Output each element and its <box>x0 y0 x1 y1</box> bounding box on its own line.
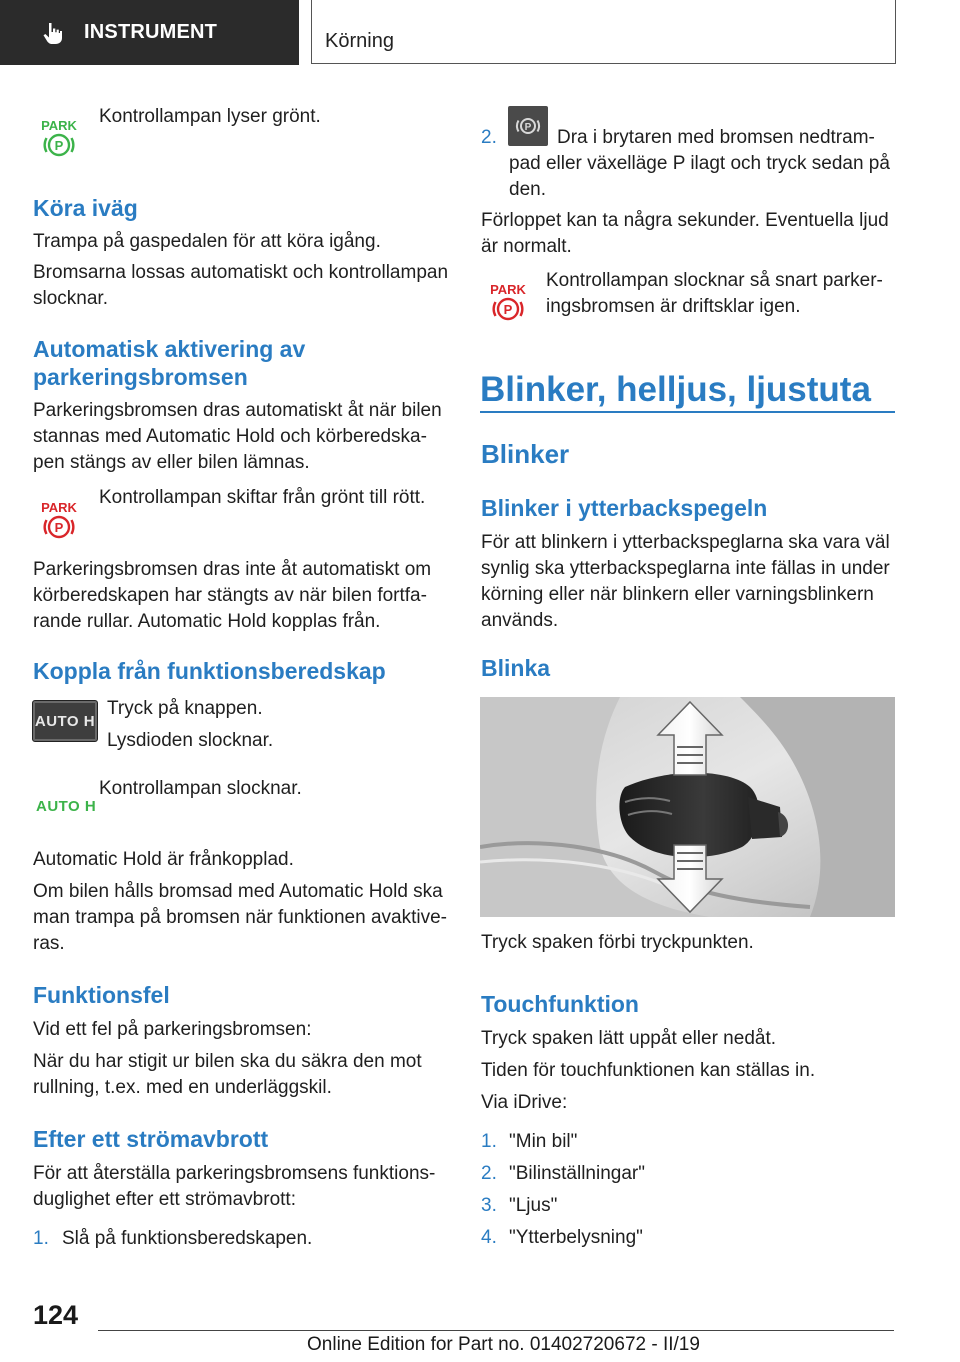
paragraph: rullning, t.ex. med en underläggskil. <box>33 1077 332 1098</box>
auto-hold-button-icon <box>32 700 98 742</box>
heading-touchfunktion: Touchfunktion <box>481 991 639 1017</box>
list-item: "Min bil" <box>509 1131 578 1152</box>
heading-blinka: Blinka <box>481 655 551 681</box>
paragraph: Kontrollampan slocknar. <box>99 778 302 799</box>
heading-efter-stromavbrott: Efter ett strömavbrott <box>33 1126 269 1152</box>
chapter-heading-blinker: Blinker, helljus, ljustuta <box>480 370 871 409</box>
parking-brake-switch-icon <box>508 106 548 146</box>
paragraph: Parkeringsbromsen dras inte åt automatiskt om <box>33 559 432 580</box>
hand-pointer-icon <box>40 20 66 46</box>
paragraph: rande rullar. Automatic Hold kopplas från. <box>33 611 381 632</box>
list-item: "Ljus" <box>509 1195 558 1216</box>
paragraph: man trampa på bromsen när funktionen avaktive- <box>33 907 447 928</box>
list-item: Slå på funktionsberedskapen. <box>62 1228 313 1249</box>
paragraph: För att blinkern i ytterbackspeglarna ska vara väl <box>481 532 890 553</box>
turn-signal-stalk-illustration <box>480 697 895 917</box>
paragraph: När du har stigit ur bilen ska du säkra den mot <box>33 1051 422 1072</box>
paragraph: Tryck på knappen. <box>107 698 263 719</box>
paragraph: slocknar. <box>33 288 108 309</box>
list-item: "Ytterbelysning" <box>509 1227 643 1248</box>
paragraph: Via iDrive: <box>481 1092 568 1113</box>
list-number: 3. <box>481 1195 497 1216</box>
lamp-green-text: Kontrollampan lyser grönt. <box>99 106 321 127</box>
list-number: 1. <box>33 1228 49 1249</box>
heading-blinker-ytterbackspegeln: Blinker i ytterbackspegeln <box>481 495 768 521</box>
figure-caption: Tryck spaken förbi tryckpunkten. <box>481 932 754 953</box>
park-brake-symbol-icon <box>513 112 543 140</box>
paragraph: Vid ett fel på parkeringsbromsen: <box>33 1019 312 1040</box>
paragraph: ras. <box>33 933 65 954</box>
list-item: Dra i brytaren med bromsen nedtram- <box>557 127 875 148</box>
park-brake-green-icon <box>37 114 81 160</box>
paragraph: Tiden för touchfunktionen kan ställas in. <box>481 1060 816 1081</box>
header-section-tab <box>0 0 299 65</box>
heading-funktionsfel: Funktionsfel <box>33 982 170 1008</box>
svg-text:P: P <box>54 520 64 535</box>
paragraph: stannas med Automatic Hold och körberedska- <box>33 426 427 447</box>
paragraph: Bromsarna lossas automatiskt och kontrollampan <box>33 262 449 283</box>
list-item: "Bilinställningar" <box>509 1163 645 1184</box>
svg-text:P: P <box>54 138 64 153</box>
footer-rule <box>98 1330 894 1331</box>
page-number: 124 <box>33 1300 79 1330</box>
header-chapter-box <box>311 0 896 64</box>
svg-text:P: P <box>503 302 513 317</box>
paragraph: används. <box>481 610 559 631</box>
paragraph: ingsbromsen är driftsklar igen. <box>546 296 801 317</box>
paragraph: Automatic Hold är frånkopplad. <box>33 849 294 870</box>
heading-blinker: Blinker <box>481 439 570 469</box>
auto-hold-button-label: AUTO H <box>34 712 96 730</box>
paragraph: Lysdioden slocknar. <box>107 730 274 751</box>
paragraph: Trampa på gaspedalen för att köra igång. <box>33 231 381 252</box>
paragraph: Tryck spaken lätt uppåt eller nedåt. <box>481 1028 777 1049</box>
park-icon-label: PARK <box>490 282 526 297</box>
heading-kora-ivag: Köra iväg <box>33 195 138 221</box>
paragraph: körning eller när blinkern eller varningsblinkern <box>481 584 874 605</box>
lamp-red-text: Kontrollampan skiftar från grönt till rött. <box>99 487 426 508</box>
paragraph: Förloppet kan ta några sekunder. Eventuella ljud <box>481 210 889 231</box>
park-icon-label: PARK <box>41 500 77 515</box>
heading-automatisk-aktivering-2: parkeringsbromsen <box>33 364 248 390</box>
edition-note: Online Edition for Part no. 01402720672 - II/19 <box>307 1334 700 1355</box>
park-brake-red-icon <box>486 278 530 324</box>
paragraph: körberedskapen har stängts av när bilen fortfa- <box>33 585 427 606</box>
paragraph: Parkeringsbromsen dras automatiskt åt när bilen <box>33 400 442 421</box>
paragraph: Kontrollampan slocknar så snart parker- <box>546 270 883 291</box>
list-number: 2. <box>481 127 497 148</box>
heading-automatisk-aktivering: Automatisk aktivering av <box>33 336 306 362</box>
heading-rule <box>480 411 895 413</box>
paragraph: duglighet efter ett strömavbrott: <box>33 1189 296 1210</box>
list-item: pad eller växelläge P ilagt och tryck sedan på <box>509 153 890 174</box>
section-title: INSTRUMENT <box>84 21 218 43</box>
park-icon-label: PARK <box>41 118 77 133</box>
svg-text:P: P <box>524 122 532 133</box>
paragraph: Om bilen hålls bromsad med Automatic Hold ska <box>33 881 443 902</box>
chapter-title: Körning <box>325 30 394 52</box>
heading-koppla-fran: Koppla från funktionsberedskap <box>33 658 386 684</box>
paragraph: synlig ska ytterbackspeglarna inte fällas in under <box>481 558 890 579</box>
auto-hold-lamp-icon: AUTO H <box>36 798 97 815</box>
park-brake-red-icon <box>37 496 81 542</box>
paragraph: För att återställa parkeringsbromsens funktions- <box>33 1163 436 1184</box>
list-number: 1. <box>481 1131 497 1152</box>
paragraph: är normalt. <box>481 236 572 257</box>
list-number: 2. <box>481 1163 497 1184</box>
list-number: 4. <box>481 1227 497 1248</box>
list-item: den. <box>509 179 546 200</box>
paragraph: pen stängs av eller bilen lämnas. <box>33 452 310 473</box>
